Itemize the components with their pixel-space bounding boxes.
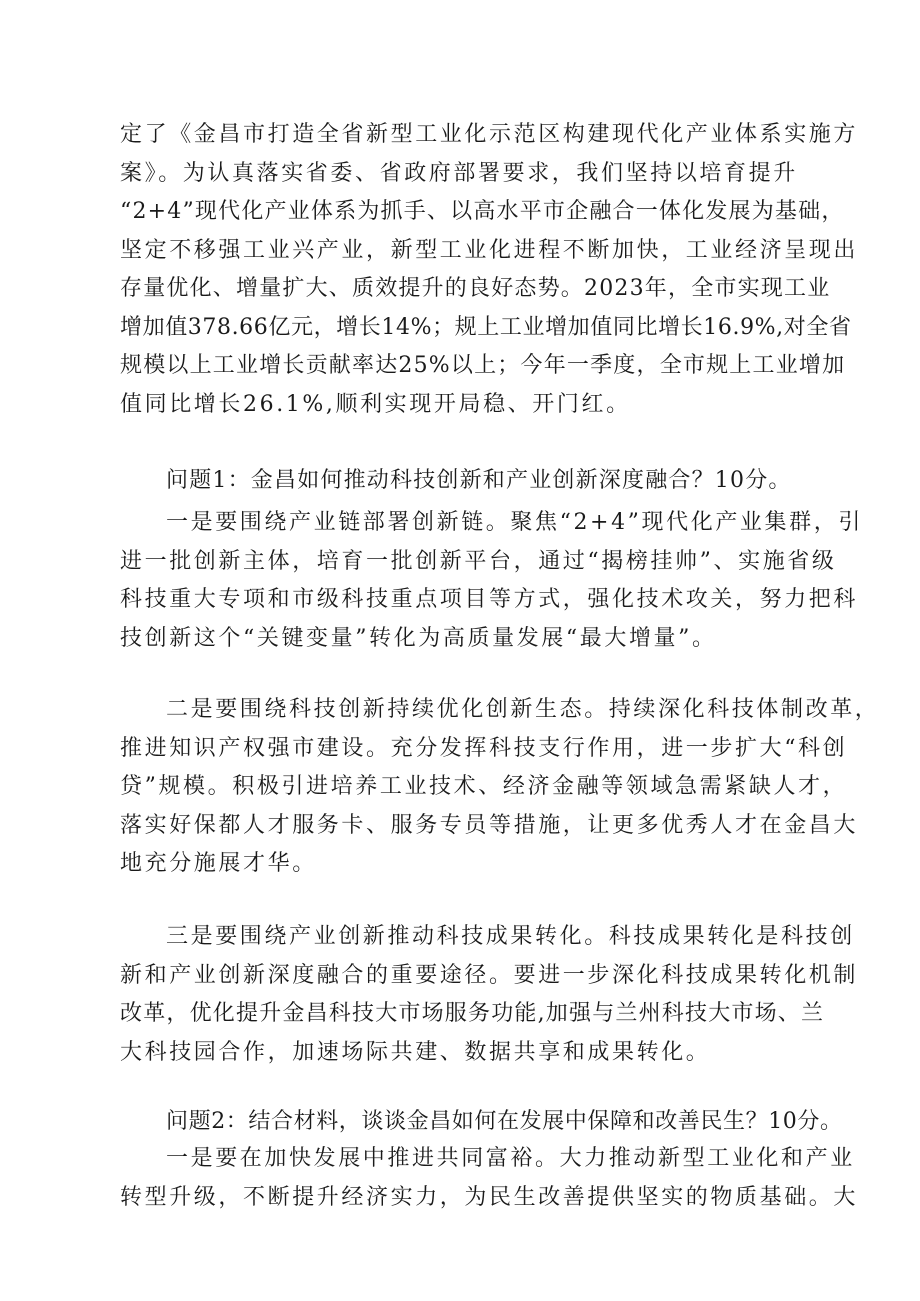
question-line: 问题2：结合材料，谈谈金昌如何在发展中保障和改善民生？10分。 <box>166 1109 843 1134</box>
text-line: 增加值378.66亿元，增长14%；规上工业增加值同比增长16.9%,对全省 <box>120 314 852 340</box>
text-line: 二是要围绕科技创新持续优化创新生态。持续深化科技体制改革， <box>166 697 880 722</box>
text-line: 存量优化、增量扩大、质效提升的良好态势。2023年，全市实现工业 <box>120 276 831 301</box>
question-2 <box>120 1103 843 1142</box>
text-line: 规模以上工业增长贡献率达25%以上；今年一季度，全市规上工业增加 <box>120 353 846 378</box>
text-line: 技创新这个“关键变量”转化为高质量发展“最大增量”。 <box>120 625 717 651</box>
text-line: 进一批创新主体，培育一批创新平台，通过“揭榜挂帅”、实施省级 <box>120 548 837 574</box>
text-line: 改革，优化提升金昌科技大市场服务功能,加强与兰州科技大市场、兰 <box>120 1001 825 1026</box>
question-line: 问题1：金昌如何推动科技创新和产业创新深度融合？10分。 <box>166 468 792 493</box>
text-line: 转型升级，不断提升经济实力，为民生改善提供坚实的物质基础。大 <box>120 1184 859 1210</box>
paragraph-answer-1-2 <box>120 691 880 884</box>
text-line: 一是要在加快发展中推进共同富裕。大力推动新型工业化和产业 <box>166 1146 855 1171</box>
question-1 <box>120 462 810 501</box>
text-line: “2+4”现代化产业体系为抓手、以高水平市企融合一体化发展为基础， <box>120 199 845 224</box>
text-line: 地充分施展才华。 <box>120 851 317 876</box>
text-line: 新和产业创新深度融合的重要途径。要进一步深化科技成果转化机制 <box>120 962 859 988</box>
text-line: 三是要围绕产业创新推动科技成果转化。科技成果转化是科技创 <box>166 924 855 949</box>
text-line: 推进知识产权强市建设。充分发挥科技支行作用，进一步扩大“科创 <box>120 735 848 761</box>
text-line: 案》。为认真落实省委、省政府部署要求，我们坚持以培育提升 <box>120 160 798 186</box>
text-line: 贷”规模。积极引进培养工业技术、经济金融等领域急需紧缺人才， <box>120 774 848 799</box>
text-line: 科技重大专项和市级科技重点项目等方式，强化技术攻关，努力把科 <box>120 587 859 612</box>
text-line: 一是要围绕产业链部署创新链。聚焦“2+4”现代化产业集群，引 <box>166 510 863 535</box>
paragraph-intro <box>120 116 859 424</box>
text-line: 定了《金昌市打造全省新型工业化示范区构建现代化产业体系实施方 <box>120 122 859 147</box>
paragraph-answer-1-3 <box>120 918 859 1072</box>
text-line: 落实好保都人才服务卡、服务专员等措施，让更多优秀人才在金昌大 <box>120 812 859 838</box>
paragraph-answer-2-1 <box>120 1140 859 1217</box>
text-line: 值同比增长26.1%,顺利实现开局稳、开门红。 <box>120 391 631 417</box>
paragraph-answer-1-1 <box>120 504 863 658</box>
text-line: 坚定不移强工业兴产业，新型工业化进程不断加快，工业经济呈现出 <box>120 237 859 263</box>
text-line: 大科技园合作，加速场际共建、数据共享和成果转化。 <box>120 1039 711 1065</box>
